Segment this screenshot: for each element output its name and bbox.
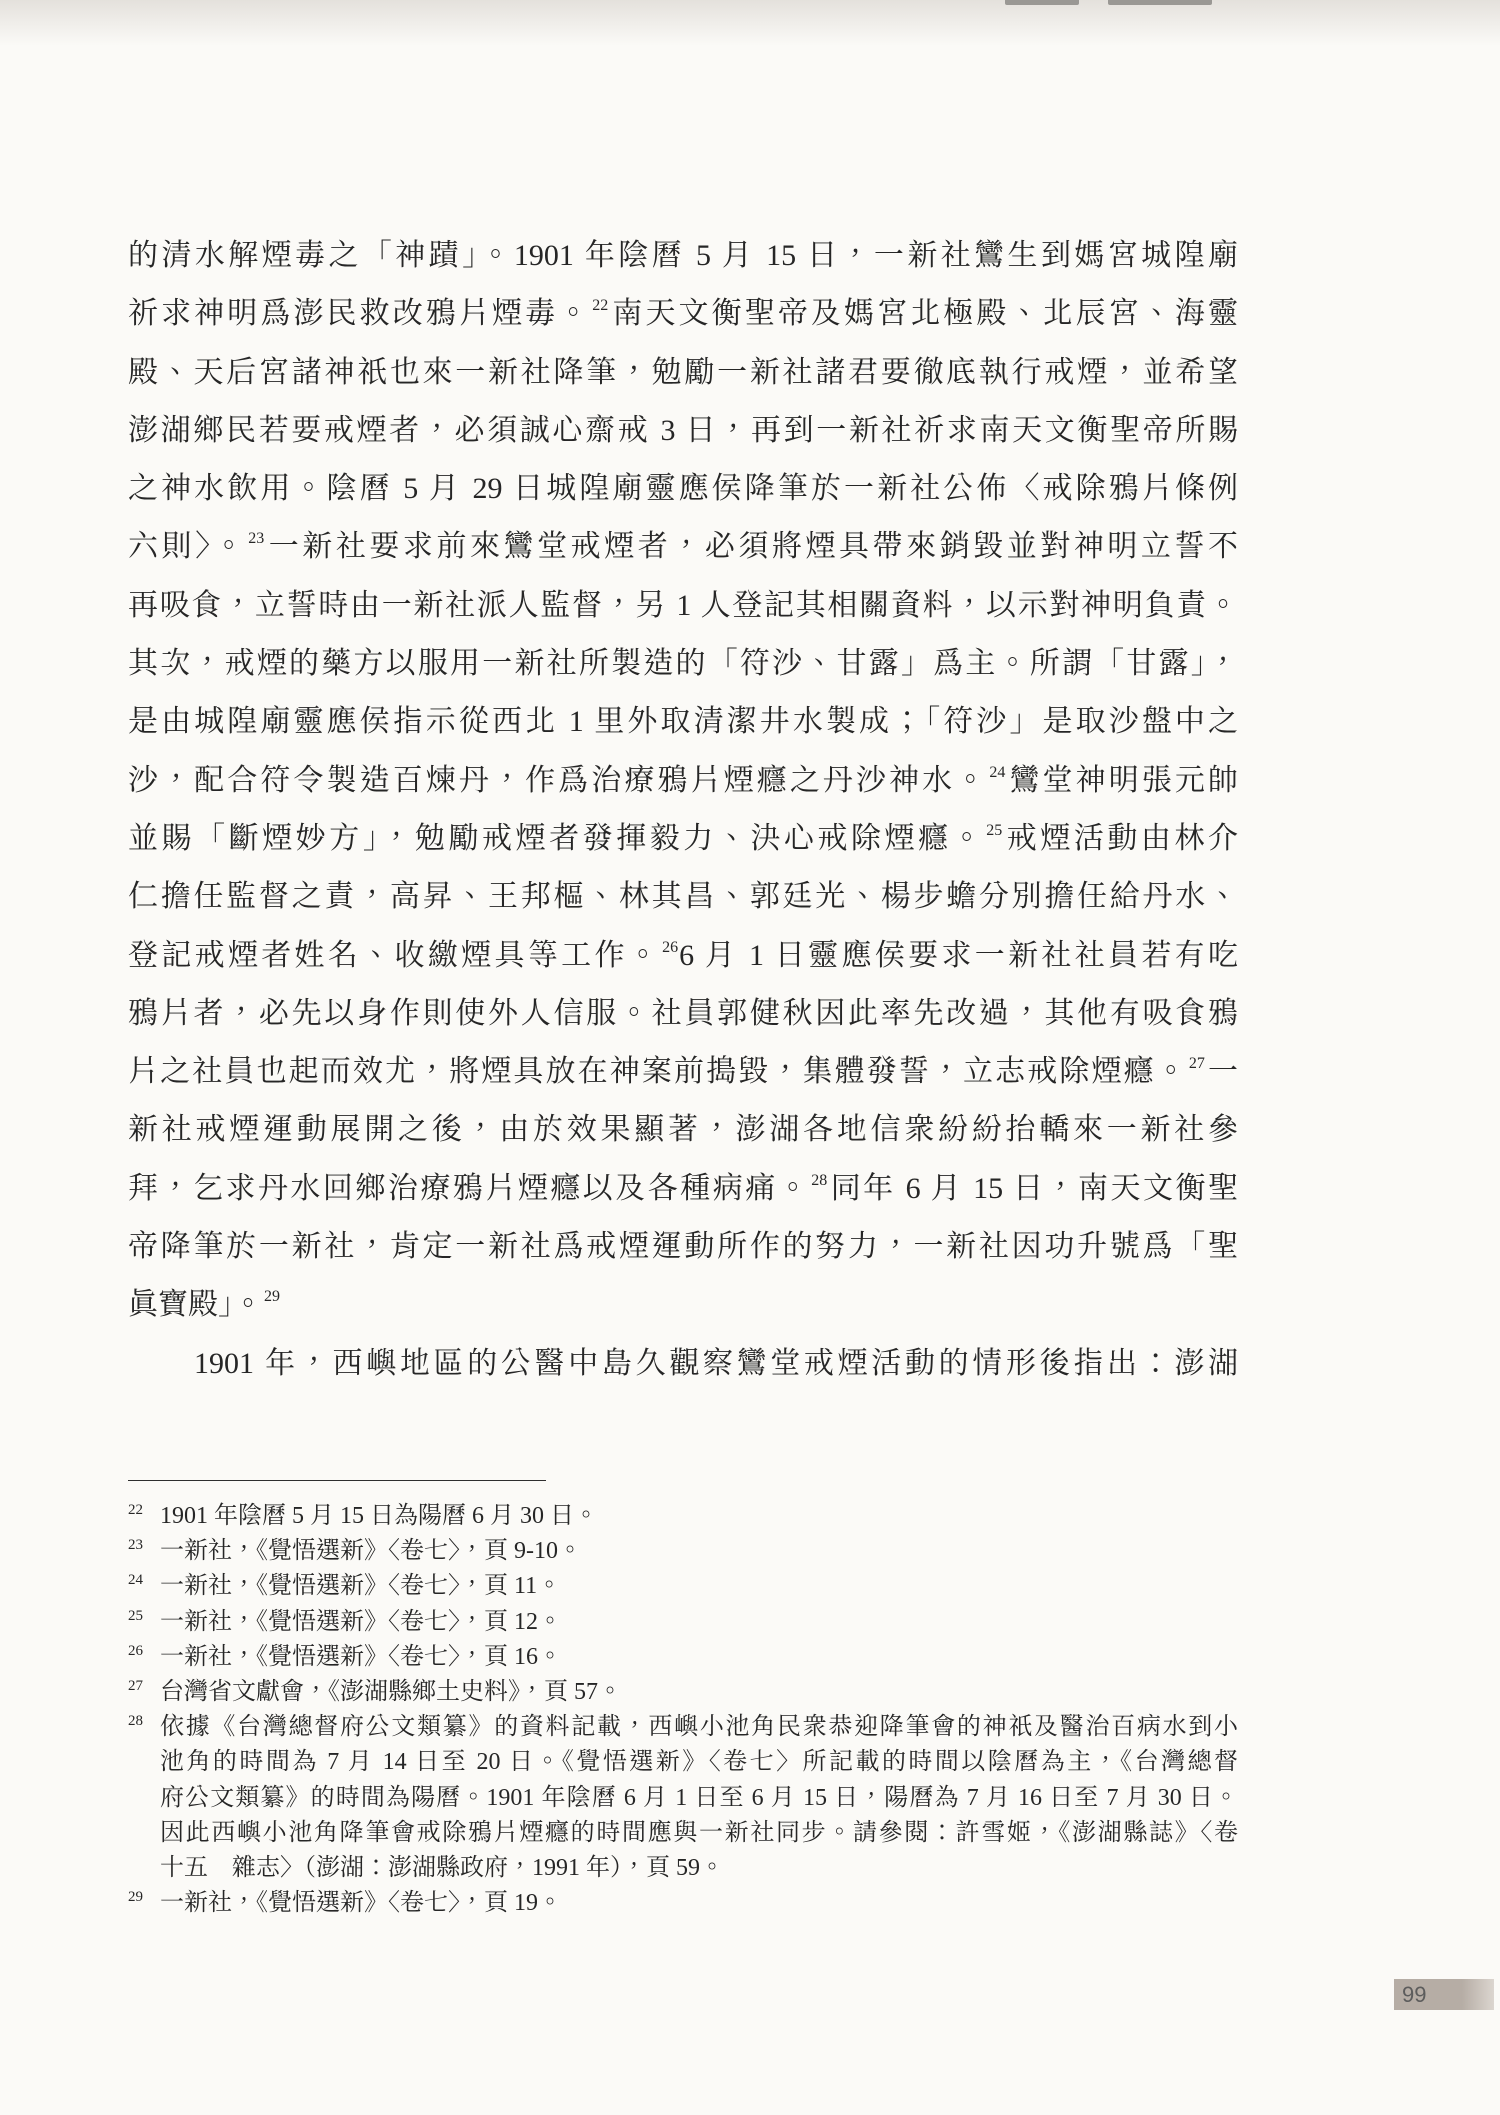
- footnote-line: 一新社，《覺悟選新》〈卷七〉，頁 19。: [160, 1890, 562, 1917]
- footnote-number: 27: [128, 1678, 143, 1695]
- body-line: 是由城隍廟靈應侯指示從西北 1 里外取清潔井水製成；「符沙」是取沙盤中之: [128, 705, 1238, 739]
- body-line: 的清水解煙毒之「神蹟」。1901 年陰曆 5 月 15 日，一新社鸞生到媽宮城隍廟: [128, 239, 1238, 272]
- footnote: [128, 1640, 1238, 1675]
- footnote-divider: [128, 1480, 546, 1481]
- line-text: 拜，乞求丹水回鄉治療鴉片煙癮以及各種病痛。: [128, 1171, 811, 1205]
- body-line: 鴉片者，必先以身作則使外人信服。社員郭健秋因此率先改過，其他有吸食鴉: [128, 996, 1238, 1030]
- footnote: [128, 1675, 1238, 1710]
- footnote: [128, 1499, 1238, 1534]
- footnote-number: 28: [128, 1713, 143, 1730]
- footnote: [128, 1534, 1238, 1569]
- footnote-number: 23: [128, 1537, 143, 1554]
- footnote-ref: 25: [986, 821, 1003, 839]
- footnote-ref: 22: [592, 297, 609, 315]
- footnote: [128, 1886, 1238, 1921]
- footnote: [128, 1569, 1238, 1604]
- footnotes: [128, 1499, 1238, 1921]
- footnote-number: 29: [128, 1889, 143, 1906]
- body-line: 殿、天后宮諸神祇也來一新社降筆，勉勵一新社諸君要徹底執行戒煙，並希望: [128, 355, 1238, 389]
- footnote-line: 一新社，《覺悟選新》〈卷七〉，頁 9-10。: [160, 1538, 582, 1565]
- footnote-ref: 26: [662, 938, 679, 956]
- body-line: 1901 年，西嶼地區的公醫中島久觀察鸞堂戒煙活動的情形後指出：澎湖: [194, 1346, 1238, 1380]
- line-text: 並賜「斷煙妙方」，勉勵戒煙者發揮毅力、決心戒除煙癮。: [128, 821, 986, 855]
- footnote-line: 一新社，《覺悟選新》〈卷七〉，頁 12。: [160, 1608, 562, 1635]
- footnote-line: 依據《台灣總督府公文類纂》的資料記載，西嶼小池角民衆恭迎降筆會的神祇及醫治百病水到小: [160, 1714, 1238, 1741]
- line-text: 片之社員也起而效尤，將煙具放在神案前搗毀，集體發誓，立志戒除煙癮。: [128, 1055, 1188, 1089]
- footnote-line: 府公文類纂》的時間為陽曆。1901 年陰曆 6 月 1 日至 6 月 15 日，陽曆為 7 月 16 日至 7 月 30 日。: [160, 1784, 1238, 1811]
- line-text: 6 月 1 日靈應侯要求一新社社員若有吃: [679, 938, 1239, 972]
- line-text: 六則〉。: [128, 530, 248, 564]
- body-line: [128, 810, 1238, 868]
- footnote-ref: 27: [1188, 1055, 1205, 1073]
- footnote-line: 台灣省文獻會，《澎湖縣鄉土史料》，頁 57。: [160, 1679, 622, 1706]
- footnote-number: 25: [128, 1607, 143, 1624]
- footnote-line: 池角的時間為 7 月 14 日至 20 日。《覺悟選新》〈卷七〉所記載的時間以陰曆為主，《台灣總督: [160, 1749, 1238, 1776]
- line-text: 登記戒煙者姓名、收繳煙具等工作。: [128, 938, 662, 972]
- footnote-number: 26: [128, 1642, 143, 1659]
- body-line: 仁擔任監督之責，高昇、王邦樞、林其昌、郭廷光、楊步蟾分別擔任給丹水、: [128, 880, 1238, 914]
- line-text: 同年 6 月 15 日，南天文衡聖: [828, 1171, 1239, 1205]
- line-text: 沙，配合符令製造百煉丹，作爲治療鴉片煙癮之丹沙神水。: [128, 763, 989, 797]
- paragraph: [128, 227, 1238, 1335]
- cropped-header-mark: [1005, 0, 1079, 5]
- line-text: 一: [1205, 1055, 1239, 1089]
- cropped-header-mark: [1108, 0, 1212, 5]
- footnote-number: 24: [128, 1572, 143, 1589]
- line-text: 祈求神明爲澎民救改鴉片煙毒。: [128, 297, 592, 331]
- body-line: 之神水飲用。陰曆 5 月 29 日城隍廟靈應侯降筆於一新社公佈〈戒除鴉片條例: [128, 472, 1238, 506]
- body-line: [128, 1276, 1238, 1334]
- footnote-ref: 28: [811, 1171, 828, 1189]
- footnote-line: 一新社，《覺悟選新》〈卷七〉，頁 16。: [160, 1643, 562, 1670]
- body-text: [128, 227, 1238, 1393]
- page-number: 99: [1394, 1979, 1494, 2010]
- body-line: 澎湖鄉民若要戒煙者，必須誠心齋戒 3 日，再到一新社祈求南天文衡聖帝所賜: [128, 413, 1238, 447]
- footnote-number: 22: [128, 1502, 143, 1518]
- body-line: [128, 752, 1238, 810]
- body-line: [128, 1043, 1238, 1101]
- body-line: 新社戒煙運動展開之後，由於效果顯著，澎湖各地信衆紛紛抬轎來一新社參: [128, 1113, 1238, 1147]
- body-line: 其次，戒煙的藥方以服用一新社所製造的「符沙、甘露」爲主。所謂「甘露」，: [128, 647, 1238, 681]
- footnote: [128, 1605, 1238, 1640]
- body-line: [128, 1160, 1238, 1218]
- paragraph: [128, 1335, 1238, 1393]
- scan-top-shadow: [0, 0, 1500, 46]
- footnote: [128, 1710, 1238, 1886]
- body-line: [128, 927, 1238, 985]
- footnote-line: 一新社，《覺悟選新》〈卷七〉，頁 11。: [160, 1573, 562, 1600]
- footnote-line: 十五 雜志〉（澎湖：澎湖縣政府，1991 年），頁 59。: [160, 1855, 724, 1882]
- footnote-ref: 24: [989, 763, 1006, 781]
- body-line: 帝降筆於一新社，肯定一新社爲戒煙運動所作的努力，一新社因功升號爲「聖: [128, 1230, 1238, 1264]
- line-text: 戒煙活動由林介: [1003, 821, 1239, 855]
- body-line: 再吸食，立誓時由一新社派人監督，另 1 人登記其相關資料，以示對神明負責。: [128, 588, 1238, 622]
- line-text: 南天文衡聖帝及媽宮北極殿、北辰宮、海靈: [609, 297, 1239, 331]
- line-text: 眞寶殿」。: [128, 1288, 263, 1322]
- footnote-line: 因此西嶼小池角降筆會戒除鴉片煙癮的時間應與一新社同步。請參閱：許雪姬，《澎湖縣誌》〈卷: [160, 1819, 1238, 1846]
- footnote-ref: 29: [264, 1288, 280, 1306]
- body-line: [128, 518, 1238, 576]
- footnote-ref: 23: [248, 530, 265, 548]
- line-text: 鸞堂神明張元帥: [1006, 763, 1239, 797]
- footnote-line: 1901 年陰曆 5 月 15 日為陽曆 6 月 30 日。: [160, 1503, 598, 1529]
- line-text: 一新社要求前來鸞堂戒煙者，必須將煙具帶來銷毀並對神明立誓不: [265, 530, 1239, 564]
- body-line: [128, 285, 1238, 343]
